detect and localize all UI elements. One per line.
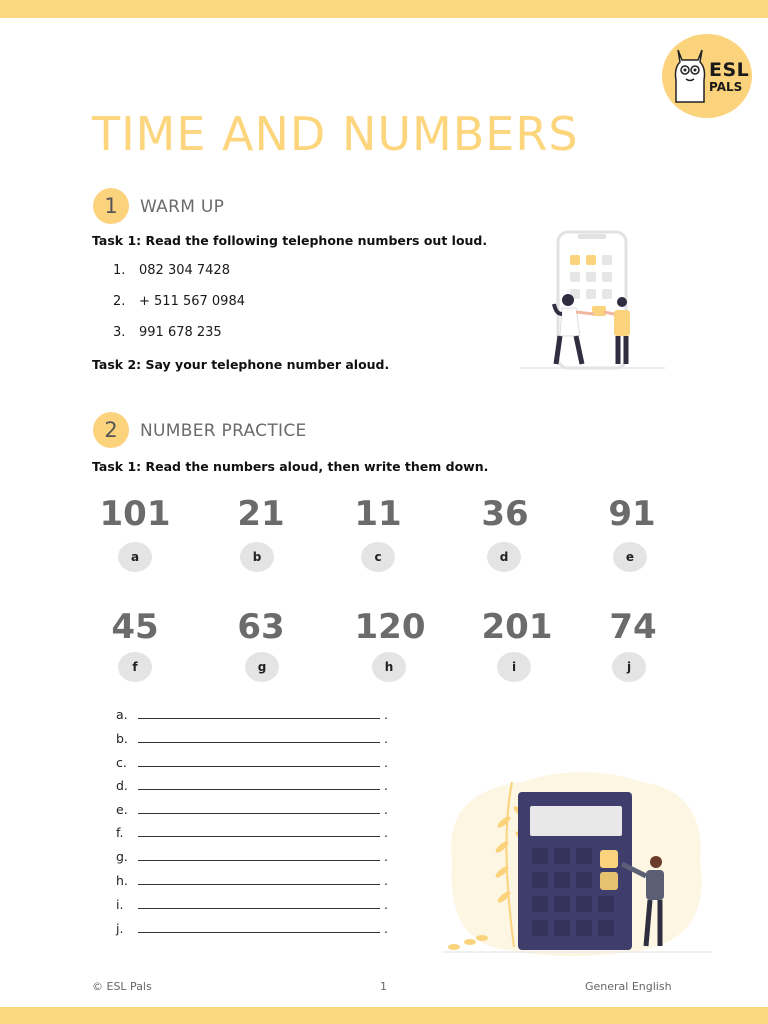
- answer-line[interactable]: [138, 780, 380, 790]
- section-1-task-1: Task 1: Read the following telephone numbers out loud.: [92, 233, 488, 248]
- section-2-title: NUMBER PRACTICE: [140, 421, 307, 441]
- answer-label: f.: [116, 825, 124, 840]
- letter-chip-b: b: [240, 542, 274, 572]
- answer-end: .: [384, 897, 388, 912]
- answer-label: i.: [116, 897, 124, 912]
- footer-page-number: 1: [380, 980, 387, 993]
- section-1-badge: 1: [93, 188, 129, 224]
- phone-number: 991 678 235: [139, 325, 222, 340]
- top-accent-bar: [0, 0, 768, 18]
- number-c: 11: [354, 494, 402, 534]
- bottom-accent-bar: [0, 1007, 768, 1024]
- answer-end: .: [384, 778, 388, 793]
- letter-chip-f: f: [118, 652, 152, 682]
- letter-chip-h: h: [372, 652, 406, 682]
- list-item: [113, 325, 222, 340]
- answer-line[interactable]: [138, 899, 380, 909]
- letter-chip-i: i: [497, 652, 531, 682]
- answer-row-a[interactable]: [116, 707, 388, 722]
- answer-row-f[interactable]: [116, 825, 388, 840]
- answer-line[interactable]: [138, 733, 380, 743]
- answer-line[interactable]: [138, 875, 380, 885]
- llama-icon: [670, 46, 710, 108]
- answer-label: d.: [116, 778, 128, 793]
- answer-row-e[interactable]: [116, 802, 388, 817]
- number-a: 101: [99, 494, 171, 534]
- answer-end: .: [384, 849, 388, 864]
- number-f: 45: [111, 607, 159, 647]
- letter-chip-a: a: [118, 542, 152, 572]
- section-2-task-1: Task 1: Read the numbers aloud, then write them down.: [92, 459, 489, 474]
- section-1-task-2: Task 2: Say your telephone number aloud.: [92, 357, 390, 372]
- answer-line[interactable]: [138, 851, 380, 861]
- number-h: 120: [354, 607, 426, 647]
- number-j: 74: [609, 607, 657, 647]
- logo-text-esl: ESL: [709, 59, 750, 81]
- calculator-illustration: [432, 752, 722, 972]
- number-b: 21: [237, 494, 285, 534]
- footer-copyright: © ESL Pals: [92, 980, 152, 993]
- letter-chip-j: j: [612, 652, 646, 682]
- page-title: TIME AND NUMBERS: [92, 107, 579, 161]
- answer-row-b[interactable]: [116, 731, 388, 746]
- letter-chip-d: d: [487, 542, 521, 572]
- answer-end: .: [384, 825, 388, 840]
- number-g: 63: [237, 607, 285, 647]
- letter-chip-e: e: [613, 542, 647, 572]
- phone-number: 082 304 7428: [139, 263, 230, 278]
- list-item-number: 2.: [113, 294, 126, 309]
- answer-label: h.: [116, 873, 128, 888]
- answer-label: a.: [116, 707, 128, 722]
- answer-row-h[interactable]: [116, 873, 388, 888]
- letter-chip-c: c: [361, 542, 395, 572]
- list-item: [113, 294, 245, 309]
- number-i: 201: [481, 607, 553, 647]
- list-item-number: 1.: [113, 263, 126, 278]
- answer-row-g[interactable]: [116, 849, 388, 864]
- answer-end: .: [384, 731, 388, 746]
- number-e: 91: [608, 494, 656, 534]
- logo-text-pals: PALS: [709, 80, 743, 94]
- letter-chip-g: g: [245, 652, 279, 682]
- answer-row-d[interactable]: [116, 778, 388, 793]
- answer-end: .: [384, 755, 388, 770]
- list-item: [113, 263, 230, 278]
- answer-label: j.: [116, 921, 124, 936]
- answer-line[interactable]: [138, 827, 380, 837]
- phone-people-illustration: [500, 218, 690, 383]
- answer-row-j[interactable]: [116, 921, 388, 936]
- number-d: 36: [481, 494, 529, 534]
- footer-course: General English: [585, 980, 672, 993]
- list-item-number: 3.: [113, 325, 126, 340]
- phone-number: + 511 567 0984: [139, 294, 245, 309]
- answer-end: .: [384, 802, 388, 817]
- section-2-badge: 2: [93, 412, 129, 448]
- answer-label: e.: [116, 802, 128, 817]
- section-1-title: WARM UP: [140, 197, 225, 217]
- answer-row-i[interactable]: [116, 897, 388, 912]
- esl-pals-logo: [662, 34, 752, 118]
- answer-end: .: [384, 921, 388, 936]
- answer-label: g.: [116, 849, 128, 864]
- answer-label: b.: [116, 731, 128, 746]
- answer-label: c.: [116, 755, 127, 770]
- answer-line[interactable]: [138, 757, 380, 767]
- answer-line[interactable]: [138, 923, 380, 933]
- answer-end: .: [384, 707, 388, 722]
- answer-line[interactable]: [138, 804, 380, 814]
- answer-row-c[interactable]: [116, 755, 388, 770]
- answer-end: .: [384, 873, 388, 888]
- answer-line[interactable]: [138, 709, 380, 719]
